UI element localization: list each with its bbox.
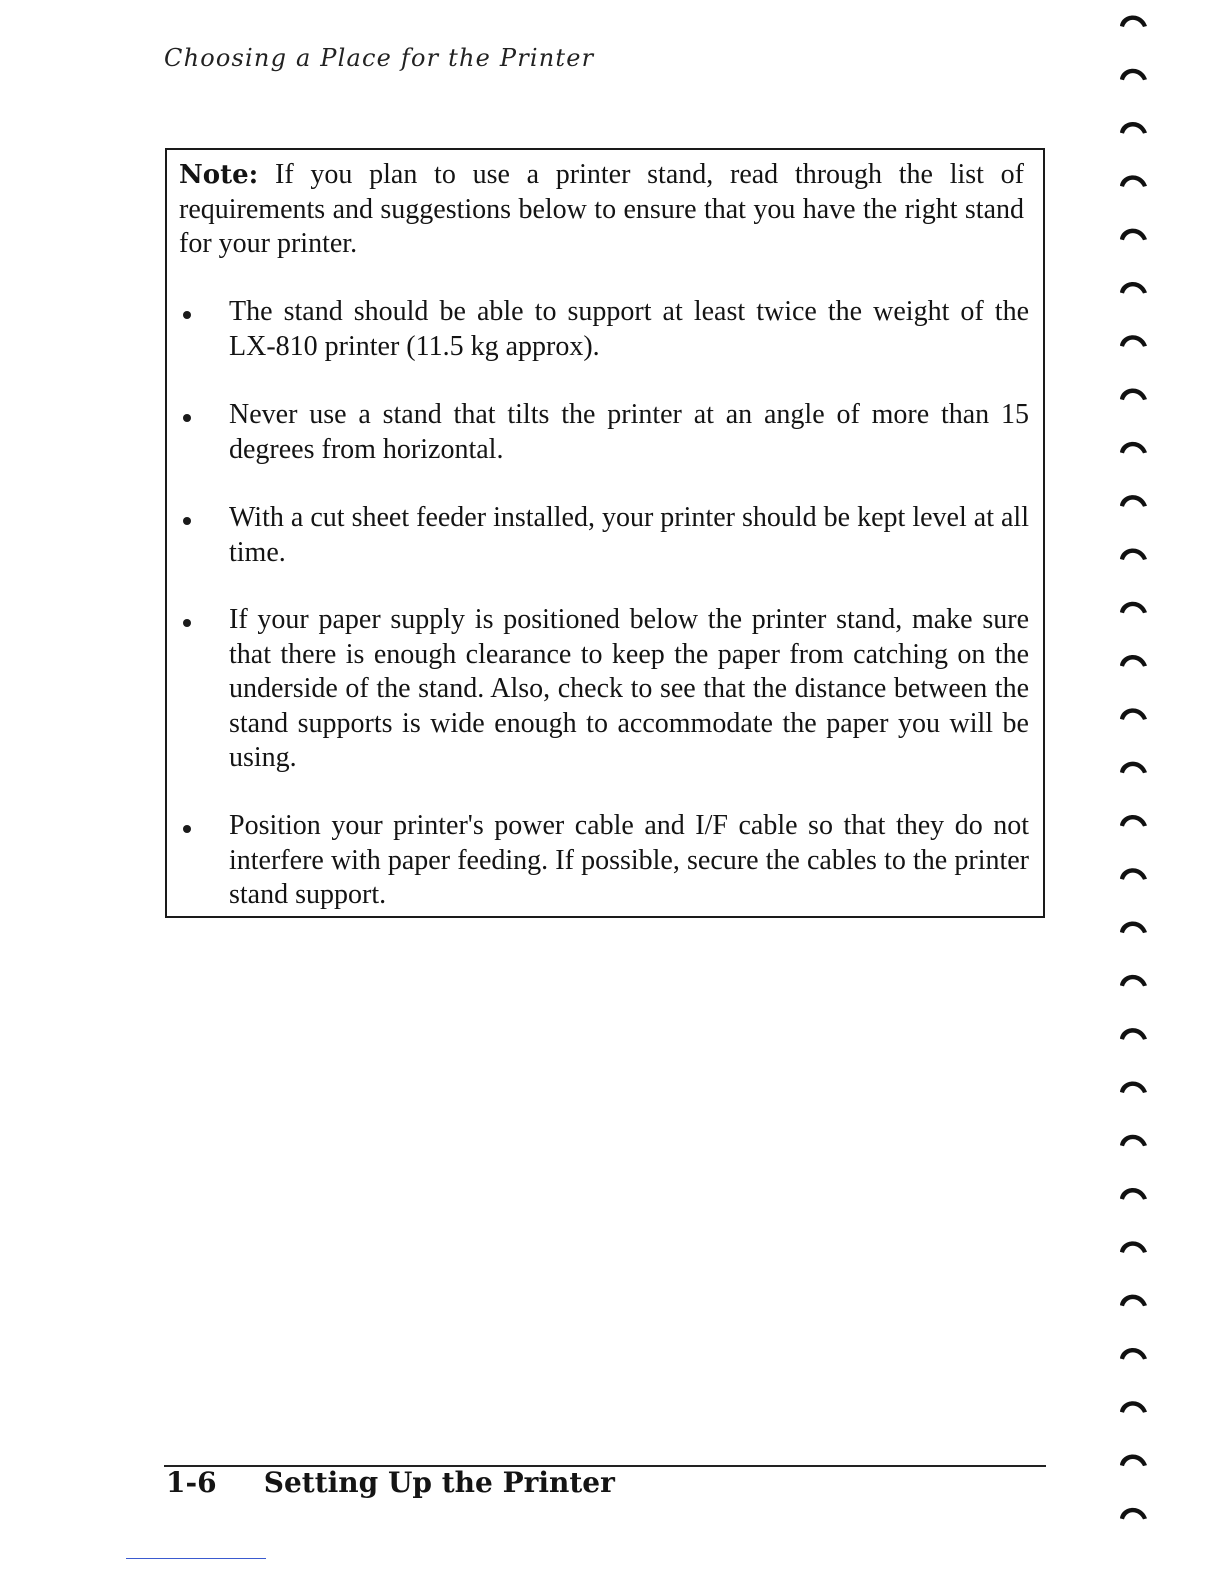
bullet-icon [183, 619, 191, 627]
binding-ring-icon [1120, 282, 1147, 294]
bullet-icon [183, 825, 191, 833]
spiral-binding-icon [1114, 0, 1224, 1584]
list-item [179, 398, 1029, 467]
note-intro-text: If you plan to use a printer stand, read through the list of requirements and suggestions below to ensure that you have the right stand for your printer. [179, 159, 1024, 259]
binding-ring-icon [1120, 1081, 1147, 1093]
binding-ring-icon [1120, 1455, 1147, 1467]
binding-ring-icon [1120, 1401, 1147, 1413]
requirements-list [167, 150, 1043, 916]
binding-ring-icon [1120, 762, 1147, 774]
binding-ring-icon [1120, 548, 1147, 560]
binding-ring-icon [1120, 602, 1147, 614]
bullet-icon [183, 517, 191, 525]
chapter-title: Setting Up the Printer [263, 1466, 615, 1499]
list-item [179, 809, 1029, 913]
list-item-text: If your paper supply is positioned below the printer stand, make sure that there is enough clearance to keep the paper from catching on the underside of the stand. Also, check to see that the distance between the stand supports is wide enough to accommodate the paper you will be using. [229, 604, 1029, 773]
binding-ring-icon [1120, 1135, 1147, 1147]
bullet-icon [183, 414, 191, 422]
binding-ring-icon [1120, 495, 1147, 507]
binding-ring-icon [1120, 868, 1147, 880]
binding-ring-icon [1120, 229, 1147, 241]
page-footer [166, 1466, 615, 1500]
scan-artifact [126, 1558, 266, 1559]
binding-ring-icon [1120, 708, 1147, 720]
binding-ring-icon [1120, 815, 1147, 827]
bullet-icon [183, 311, 191, 319]
binding-ring-icon [1120, 655, 1147, 667]
note-box [165, 148, 1045, 918]
binding-ring-icon [1120, 1241, 1147, 1253]
running-header: Choosing a Place for the Printer [164, 44, 595, 72]
list-item [179, 295, 1029, 364]
binding-ring-icon [1120, 975, 1147, 987]
binding-ring-icon [1120, 1508, 1147, 1520]
binding-ring-icon [1120, 15, 1147, 27]
binding-ring-icon [1120, 442, 1147, 454]
binding-ring-icon [1120, 1028, 1147, 1040]
list-item-text: Never use a stand that tilts the printer at an angle of more than 15 degrees from horizontal. [229, 399, 1029, 465]
list-item-text: Position your printer's power cable and I/F cable so that they do not interfere with paper feeding. If possible, secure the cables to the printer stand support. [229, 810, 1029, 910]
note-label: Note: [179, 160, 259, 190]
binding-ring-icon [1120, 335, 1147, 347]
binding-ring-icon [1120, 922, 1147, 934]
binding-ring-icon [1120, 1188, 1147, 1200]
list-item-text: With a cut sheet feeder installed, your printer should be kept level at all time. [229, 502, 1029, 568]
list-item-text: The stand should be able to support at least twice the weight of the LX-810 printer (11.5 kg approx). [229, 296, 1029, 362]
binding-ring-icon [1120, 1348, 1147, 1360]
binding-ring-icon [1120, 69, 1147, 81]
page-number: 1-6 [166, 1466, 217, 1499]
binding-ring-icon [1120, 1295, 1147, 1307]
list-item [179, 501, 1029, 570]
list-item [179, 603, 1029, 776]
binding-ring-icon [1120, 389, 1147, 401]
binding-ring-icon [1120, 122, 1147, 134]
binding-ring-icon [1120, 175, 1147, 187]
